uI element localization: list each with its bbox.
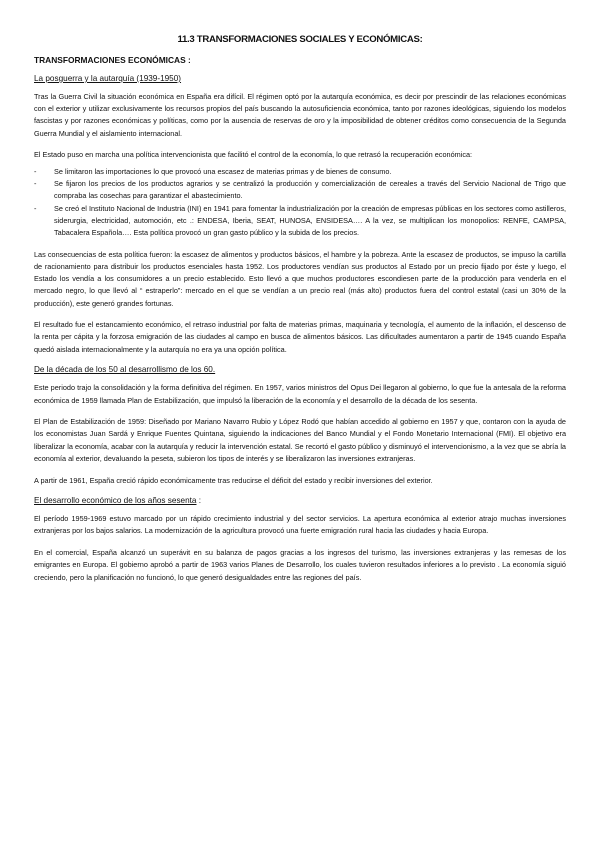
subheading-decada-50: De la década de los 50 al desarrollismo de los 60. [34, 365, 216, 375]
bullet-item [34, 178, 566, 202]
paragraph-4: El resultado fue el estancamiento económico, el retraso industrial por falta de materias primas, maquinaria y tecnología, el aumento de la inflación, el descenso de la renta per cápita y la forzosa emigración de las ciudades al campo en busca de alimentos básicos. Las dificultades aumentaron a partir de 1945 cuando España quedó aislada internacionalmente y la autarquía no era ya una opción política. [34, 320, 566, 354]
bullet-marker: - [34, 179, 37, 189]
bullet-item [34, 166, 566, 178]
bullet-text: Se limitaron las importaciones lo que provocó una escasez de materias primas y de bienes de consumo. [54, 167, 392, 177]
document-title: 11.3 TRANSFORMACIONES SOCIALES Y ECONÓMICAS: [177, 34, 423, 45]
section-heading: TRANSFORMACIONES ECONÓMICAS : [34, 55, 191, 65]
subheading-anos-sesenta [34, 496, 566, 505]
bullet-text: Se fijaron los precios de los productos agrarios y se centralizó la producción y comercialización de cereales a través del Servicio Nacional de Trigo que compraba las cosechas para garantizar el abastecimiento. [54, 179, 566, 201]
paragraph-1: Tras la Guerra Civil la situación económica en España era difícil. El régimen optó por la autarquía económica, es decir por prescindir de las relaciones económicas con el exterior y utilizar exclusivamente los recursos propios del país buscando la autosuficiencia económica, tanto por razones ideológicas, siguiendo los modelos fascistas y por razones económicas y políticas, como por la ausencia de reservas de oro y la imposibilidad de obtener créditos como consecuencia de la Segunda Guerra Mundial y el aislamiento internacional. [34, 92, 566, 138]
subheading-posguerra: La posguerra y la autarquía (1939-1950) [34, 74, 182, 83]
paragraph-2: El Estado puso en marcha una política intervencionista que facilitó el control de la economía, lo que retrasó la recuperación económica: [34, 150, 473, 160]
bullet-text: Se creó el Instituto Nacional de Industria (INI) en 1941 para fomentar la industrialización por la creación de empresas públicas en los sectores como astilleros, siderurgia, electricidad, automoción, etc .: ENDESA, Iberia, SEAT, HUNOSA, ENSIDESA…. A la vez, se multiplican los monopolios: RENFE, CAMPSA, Tabacalera Española…. Esta política provocó un gran gasto público y la subida de los precios. [54, 203, 566, 238]
bullet-item [34, 203, 566, 240]
subheading-anos-sesenta-text: El desarrollo económico de los años sesenta [34, 496, 197, 506]
paragraph-9: En el comercial, España alcanzó un superávit en su balanza de pagos gracias a los ingresos del turismo, las inversiones extranjeras y las remesas de los emigrantes en Europa. El gobierno aprobó a partir de 1963 varios Planes de Desarrollo, los cuales tuvieron resultados inferiores a lo previsto . La economía siguió creciendo, pero la planificación no funcionó, lo que generó desigualdades entre las regiones del país. [34, 548, 566, 582]
document-page [34, 34, 566, 593]
bullet-marker: - [34, 203, 37, 213]
paragraph-3: Las consecuencias de esta política fueron: la escasez de alimentos y productos básicos, el hambre y la pobreza. Ante la escasez de productos, se impuso la cartilla de racionamiento para distribuir los productos esenciales hasta 1952. Los productores vendían sus productos al Estado por un precio fijado por éste y luego, el Estado los vendía a los consumidores a un precio establecido. Esto llevó a que muchos productores escondiesen parte de la producción para venderla en el mercado negro, lo que llevó al “ estraperlo”: mercado en el que se vendían a un precio real (más alto) productos fuera del control estatal (casi un 30% de la producción), este generó grandes fortunas. [34, 249, 566, 308]
paragraph-7: A partir de 1961, España creció rápido económicamente tras reducirse el déficit del estado y recibir inversiones del exterior. [34, 475, 433, 485]
paragraph-5: Este periodo trajo la consolidación y la forma definitiva del régimen. En 1957, varios ministros del Opus Dei llegaron al gobierno, lo que fue la antesala de la reforma económica de 1959 llamada Plan de Estabilización, que impulsó la liberación de la economía y el desarrollo de la década de los sesenta. [34, 383, 566, 405]
paragraph-8: El período 1959-1969 estuvo marcado por un rápido crecimiento industrial y del sector servicios. La apertura económica al exterior atrajo muchas inversiones extranjeras por los bajos salarios. La modernización de la agricultura provocó una fuerte emigración rural hacia las ciudades y hacia Europa. [34, 514, 566, 536]
bullet-list [34, 166, 566, 239]
subheading-suffix: : [196, 496, 202, 506]
paragraph-6: El Plan de Estabilización de 1959: Diseñado por Mariano Navarro Rubio y López Rodó que habían accedido al gobierno en 1957 y que, contaron con la ayuda de los economistas Juan Sardá y Enrique Fuentes Quintana, siguiendo la indicaciones del Banco Mundial y el Fondo Monetario Internacional (FMI). El objetivo era liberalizar la economía, acabar con la autarquía y reducir la intervención estatal. Se recortó el gasto público y disminuyó el intervencionismo, a la vez que se abría la economía al exterior, devaluando la peseta, subieron los tipos de interés y se liberalizaron las inversiones extranjeras. [34, 417, 566, 463]
bullet-marker: - [34, 167, 37, 177]
